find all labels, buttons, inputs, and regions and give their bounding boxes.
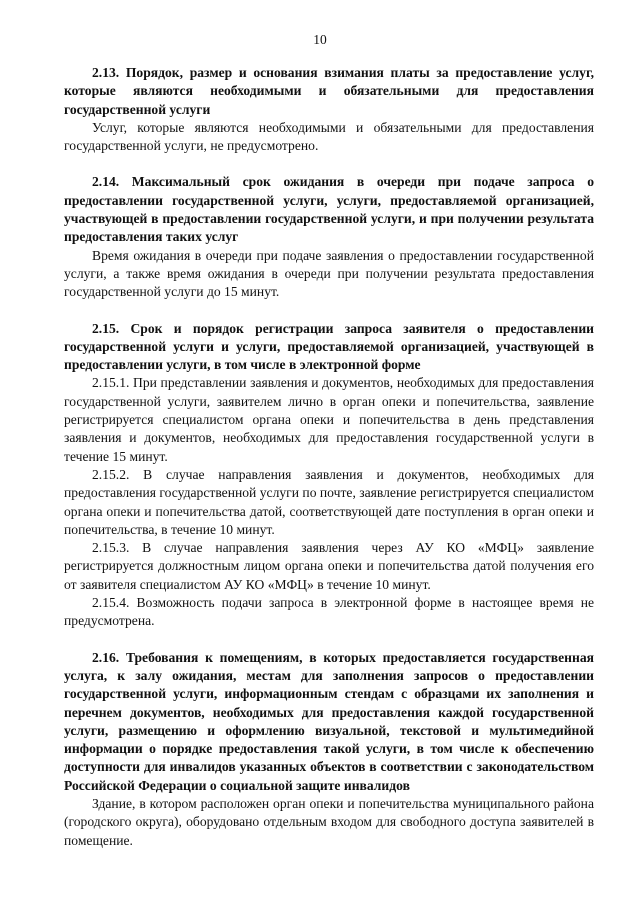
- section-2-13: [64, 64, 594, 155]
- paragraph: Время ожидания в очереди при подаче заявления о предоставлении государственной услуги, а также время ожидания в очереди при получении результата предоставления государственной услуги до 15 минут.: [64, 247, 594, 300]
- paragraph: Услуг, которые являются необходимыми и обязательными для предоставления государственной услуги, не предусмотрено.: [64, 119, 594, 154]
- section-heading: 2.15. Срок и порядок регистрации запроса заявителя о предоставлении государственной услуги и услуги, предоставляемой организацией, участвующей в предоставлении услуги, в том числе в электронной форме: [64, 320, 594, 373]
- section-heading: 2.13. Порядок, размер и основания взимания платы за предоставление услуг, которые являются необходимыми и обязательными для предоставления государственной услуги: [64, 65, 594, 117]
- paragraph: Здание, в котором расположен орган опеки и попечительства муниципального района (городского округа), оборудовано отдельным входом для свободного доступа заявителей в помещение.: [64, 795, 594, 848]
- section-heading: 2.14. Максимальный срок ожидания в очереди при подаче запроса о предоставлении государственной услуги, услуги, предоставляемой организацией, участвующей в предоставлении государственной услуги, и при получении результата предоставления таких услуг: [64, 174, 594, 245]
- paragraph: 2.15.2. В случае направления заявления и документов, необходимых для предоставления государственной услуги по почте, заявление регистрируется специалистом органа опеки и попечительства датой, соответствующей дате поступления в орган опеки и попечительства, в течение 10 минут.: [64, 466, 594, 537]
- document-body: [64, 64, 594, 850]
- section-2-16: [64, 649, 594, 850]
- paragraph: 2.15.4. Возможность подачи запроса в электронной форме в настоящее время не предусмотрена.: [64, 595, 594, 629]
- section-2-14: [64, 173, 594, 301]
- section-2-15: [64, 320, 594, 631]
- page-number: 10: [313, 32, 327, 47]
- paragraph: 2.15.1. При представлении заявления и документов, необходимых для предоставления государственной услуги, заявителем лично в орган опеки и попечительства, заявление регистрируется специалистом органа опеки и попечительства в день представления заявления и документов, необходимых для предоставления государственной услуги в течение 15 минут.: [64, 375, 594, 464]
- section-heading: 2.16. Требования к помещениям, в которых предоставляется государственная услуга, к залу ожидания, местам для заполнения запросов о предоставлении государственной услуги, информационным стендам с образцами их заполнения и перечнем документов, необходимых для предоставления каждой государственной услуги, размещению и оформлению визуальной, текстовой и мультимедийной информации о порядке предоставления такой услуги, в том числе к обеспечению доступности для инвалидов указанных объектов в соответствии с законодательством Российской Федерации о социальной защите инвалидов: [64, 649, 594, 793]
- paragraph: 2.15.3. В случае направления заявления через АУ КО «МФЦ» заявление регистрируется должностным лицом органа опеки и попечительства датой получения его от заявителя специалистом АУ КО «МФЦ» в течение 10 минут.: [64, 540, 594, 592]
